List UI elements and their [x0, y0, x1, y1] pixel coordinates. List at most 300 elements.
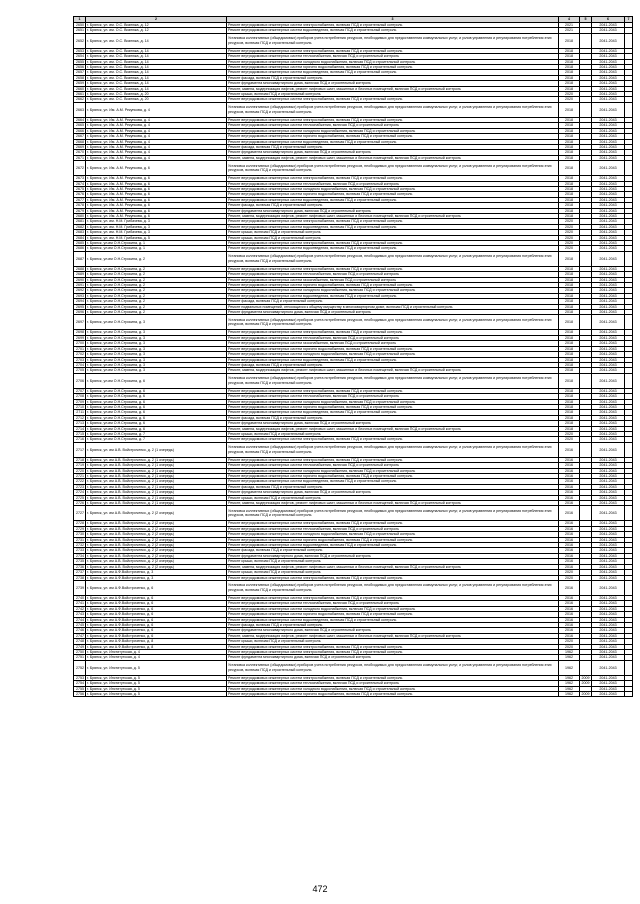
row-number-cell: 2753	[74, 675, 86, 680]
row-number-cell: 2691	[74, 283, 86, 288]
build-year-cell: 2016	[559, 622, 580, 627]
row-number-cell: 2679	[74, 208, 86, 213]
row-number-cell: 2672	[74, 161, 86, 176]
address-cell: г. Брянск, ул. им А.В. Войстроченко, д. 2 (2 очередь)	[86, 526, 227, 531]
build-year-cell: 2018	[559, 415, 580, 420]
build-year-cell: 2018	[559, 421, 580, 426]
row-number-cell: 2664	[74, 117, 86, 122]
work-type-cell: Ремонт внутридомовых инженерных систем теплоснабжения, включая ПСД и строительный контроль	[227, 335, 559, 340]
row-number-cell: 2652	[74, 33, 86, 48]
row-number-cell: 2658	[74, 75, 86, 80]
header-cell: 2	[86, 17, 227, 23]
program-table	[73, 16, 633, 697]
planned-period-cell: 2041-2043	[592, 203, 625, 208]
row-number-cell: 2729	[74, 526, 86, 531]
planned-period-cell: 2041-2043	[592, 161, 625, 176]
address-cell: г. Брянск, ул. Институтская, д. 4	[86, 655, 227, 660]
planned-period-cell: 2041-2043	[592, 192, 625, 197]
build-year-cell: 2018	[559, 288, 580, 293]
work-type-cell: Ремонт крыши, включая ПСД и строительный контроль	[227, 570, 559, 575]
note-cell	[625, 692, 633, 697]
address-cell: г. Брянск, ул. Институтская, д. 5	[86, 681, 227, 686]
last-repair-cell: 2009	[581, 675, 590, 680]
work-type-cell: Ремонт, замена, модернизация лифтов, ремонт лифтовых шахт, машинных и блочных помещений, включая ПСД и строительный контроль	[227, 633, 559, 638]
row-number-cell: 2739	[74, 580, 86, 595]
address-cell: г. Брянск, ул. Им. А.М. Рекункова, д. 4	[86, 128, 227, 133]
build-year-cell: 2021	[559, 28, 580, 33]
address-cell: г. Брянск, ул. Им. А.М. Рекункова, д. 4	[86, 102, 227, 117]
address-cell: г. Брянск, ул. им А.Ф.Войстроченко, д. 6	[86, 622, 227, 627]
row-number-cell: 2685	[74, 241, 86, 246]
row-number-cell: 2651	[74, 28, 86, 33]
address-cell: г. Брянск, ул. Институтская, д. 5	[86, 675, 227, 680]
build-year-cell: 2018	[559, 330, 580, 335]
address-cell: г. Брянск, ул. Им. А.М. Рекункова, д. 6	[86, 181, 227, 186]
work-type-cell: Ремонт внутридомовых инженерных систем электроснабжения, включая ПСД и строительный контроль	[227, 521, 559, 526]
build-year-cell: 2018	[559, 123, 580, 128]
planned-period-cell: 2041-2043	[592, 23, 625, 28]
row-number-cell: 2708	[74, 394, 86, 399]
address-cell: г. Брянск, ул. им. О.С. Визнюка, д. 14	[86, 33, 227, 48]
build-year-cell: 2018	[559, 65, 580, 70]
address-cell: г. Брянск, ул. им. О.С. Визнюка, д. 14	[86, 81, 227, 86]
note-cell	[625, 506, 633, 521]
build-year-cell: 2018	[559, 277, 580, 282]
planned-period-cell: 2041-2043	[592, 155, 625, 160]
planned-period-cell: 2041-2043	[592, 617, 625, 622]
table-row	[74, 660, 633, 675]
work-type-cell: Ремонт крыши, включая ПСД и строительный контроль	[227, 92, 559, 97]
planned-period-cell: 2041-2043	[592, 490, 625, 495]
work-type-cell: Ремонт крыши, включая ПСД и строительный контроль	[227, 235, 559, 240]
planned-period-cell: 2041-2043	[592, 622, 625, 627]
address-cell: г. Брянск, ул. им А.В. Войстроченко, д. 2 (2 очередь)	[86, 532, 227, 537]
planned-period-cell: 2041-2043	[592, 431, 625, 436]
planned-period-cell: 2041-2043	[592, 399, 625, 404]
build-year-cell: 2016	[559, 606, 580, 611]
planned-period-cell: 2041-2043	[592, 394, 625, 399]
work-type-cell: Ремонт внутридомовых инженерных систем электроснабжения, включая ПСД и строительный контроль	[227, 457, 559, 462]
work-type-cell: Ремонт внутридомовых инженерных систем холодного водоснабжения, включая ПСД и строительный контроль	[227, 686, 559, 691]
address-cell: г. Брянск, ул.им О.Н.Строкина, д. 2	[86, 272, 227, 277]
build-year-cell: 2018	[559, 86, 580, 91]
last-repair-cell	[580, 102, 592, 117]
address-cell: г. Брянск, ул. им. О.С. Визнюка, д. 14	[86, 54, 227, 59]
address-cell: г. Брянск, ул. им А.Ф.Войстроченко, д. 8	[86, 639, 227, 644]
address-cell: г. Брянск, ул. им А.Ф.Войстроченко, д. 6	[86, 612, 227, 617]
work-type-cell: Ремонт фундамента многоквартирного дома, включая ПСД и строительный контроль	[227, 655, 559, 660]
address-cell: г. Брянск, ул. Им. А.М. Рекункова, д. 6	[86, 213, 227, 218]
planned-period-cell: 2041-2043	[592, 639, 625, 644]
note-cell	[625, 442, 633, 457]
build-year-cell: 2016	[559, 601, 580, 606]
work-type-cell: Ремонт внутридомовых инженерных систем газоснабжения, включая ПСД и строительный контроль	[227, 341, 559, 346]
table-row	[74, 506, 633, 521]
planned-period-cell: 2041-2043	[592, 495, 625, 500]
build-year-cell: 2020	[559, 644, 580, 649]
row-number-cell: 2705	[74, 368, 86, 373]
row-number-cell: 2738	[74, 575, 86, 580]
build-year-cell: 1962	[559, 655, 580, 660]
row-number-cell: 2660	[74, 86, 86, 91]
work-type-cell: Ремонт фундамента многоквартирного дома, включая ПСД и строительный контроль	[227, 208, 559, 213]
row-number-cell: 2725	[74, 495, 86, 500]
build-year-cell: 2020	[559, 639, 580, 644]
build-year-cell: 2018	[559, 410, 580, 415]
planned-period-cell: 2041-2043	[592, 134, 625, 139]
planned-period-cell: 2041-2043	[592, 304, 625, 309]
build-year-cell: 2020	[559, 219, 580, 224]
address-cell: г. Брянск, ул. им А.В. Войстроченко, д. 2 (1 очередь)	[86, 495, 227, 500]
planned-period-cell: 2041-2043	[592, 335, 625, 340]
address-cell: г. Брянск, ул.им О.Н.Строкина, д. 2	[86, 251, 227, 266]
address-cell: г. Брянск, ул. Им. А.М. Рекункова, д. 4	[86, 144, 227, 149]
address-cell: г. Брянск, ул.им О.Н.Строкина, д. 6	[86, 394, 227, 399]
build-year-cell: 2018	[559, 128, 580, 133]
work-type-cell: Ремонт крыши, включая ПСД и строительный контроль	[227, 559, 559, 564]
row-number-cell: 2683	[74, 230, 86, 235]
table-row	[74, 580, 633, 595]
header-cell: 6	[592, 17, 625, 23]
planned-period-cell: 2041-2043	[592, 543, 625, 548]
planned-period-cell: 2041-2043	[592, 484, 625, 489]
address-cell: г. Брянск, ул. им А.Ф.Войстроченко, д. 6	[86, 580, 227, 595]
planned-period-cell: 2041-2043	[592, 213, 625, 218]
build-year-cell: 2016	[559, 484, 580, 489]
planned-period-cell: 2041-2043	[592, 570, 625, 575]
work-type-cell: Установка коллективных (общедомовых) приборов учета потребления ресурсов, необходимых для предоставления коммунальных услуг, и узлов управления и регулирования потребления этих ресурсов, включая ПСД и строительный контроль	[227, 660, 559, 675]
planned-period-cell: 2041-2043	[592, 54, 625, 59]
build-year-cell: 2018	[559, 186, 580, 191]
address-cell: г. Брянск, ул.им О.Н.Строкина, д. 1	[86, 241, 227, 246]
row-number-cell: 2719	[74, 463, 86, 468]
row-number-cell: 2750	[74, 649, 86, 654]
address-cell: г. Брянск, ул. им. Н.М. Грибачева, д. 3	[86, 230, 227, 235]
build-year-cell: 2018	[559, 161, 580, 176]
row-number-cell: 2749	[74, 644, 86, 649]
row-number-cell: 2677	[74, 197, 86, 202]
table-row	[74, 251, 633, 266]
address-cell: г. Брянск, ул. Им. А.М. Рекункова, д. 4	[86, 139, 227, 144]
work-type-cell: Ремонт внутридомовых инженерных систем электроснабжения, включая ПСД и строительный контроль	[227, 575, 559, 580]
address-cell: г. Брянск, ул. им А.В. Войстроченко, д. 2 (2 очередь)	[86, 537, 227, 542]
build-year-cell: 2016	[559, 526, 580, 531]
row-number-cell: 2671	[74, 155, 86, 160]
build-year-cell: 2018	[559, 150, 580, 155]
build-year-cell: 2016	[559, 595, 580, 600]
address-cell: г. Брянск, ул. им А.В. Войстроченко, д. 2 (1 очередь)	[86, 442, 227, 457]
address-cell: г. Брянск, ул. Институтская, д. 5	[86, 686, 227, 691]
row-number-cell: 2741	[74, 601, 86, 606]
row-number-cell: 2698	[74, 330, 86, 335]
address-cell: г. Брянск, ул. им А.Ф.Войстроченко, д. 6	[86, 617, 227, 622]
address-cell: г. Брянск, ул.им О.Н.Строкина, д. 3	[86, 362, 227, 367]
work-type-cell: Ремонт фундамента многоквартирного дома, включая ПСД и строительный контроль	[227, 553, 559, 558]
planned-period-cell: 2041-2043	[592, 341, 625, 346]
work-type-cell: Установка коллективных (общедомовых) приборов учета потребления ресурсов, необходимых для предоставления коммунальных услуг, и узлов управления и регулирования потребления этих ресурсов, включая ПСД и строительный контроль	[227, 442, 559, 457]
planned-period-cell: 2041-2043	[592, 293, 625, 298]
work-type-cell: Ремонт внутридомовых инженерных систем холодного водоснабжения, включая ПСД и строительный контроль	[227, 128, 559, 133]
work-type-cell: Ремонт внутридомовых инженерных систем водоотведения, включая ПСД и строительный контроль	[227, 139, 559, 144]
build-year-cell: 2018	[559, 144, 580, 149]
build-year-cell: 1962	[559, 649, 580, 654]
planned-period-cell: 2041-2043	[592, 373, 625, 388]
build-year-cell: 2018	[559, 181, 580, 186]
work-type-cell: Установка коллективных (общедомовых) приборов учета потребления ресурсов, необходимых для предоставления коммунальных услуг, и узлов управления и регулирования потребления этих ресурсов, включая ПСД и строительный контроль	[227, 315, 559, 330]
address-cell: г. Брянск, ул. им А.В. Войстроченко, д. 2 (1 очередь)	[86, 484, 227, 489]
planned-period-cell: 2041-2043	[592, 532, 625, 537]
planned-period-cell: 2041-2043	[592, 144, 625, 149]
work-type-cell: Ремонт внутридомовых инженерных систем горячего водоснабжения, включая ПСД и строительный контроль	[227, 134, 559, 139]
row-number-cell: 2756	[74, 692, 86, 697]
work-type-cell: Ремонт внутридомовых инженерных систем теплоснабжения, включая ПСД и строительный контроль	[227, 272, 559, 277]
planned-period-cell: 2041-2043	[592, 139, 625, 144]
address-cell: г. Брянск, ул.им О.Н.Строкина, д. 3	[86, 330, 227, 335]
planned-period-cell: 2041-2043	[592, 501, 625, 506]
address-cell: г. Брянск, ул. им А.В. Войстроченко, д. 2 (1 очередь)	[86, 474, 227, 479]
address-cell: г. Брянск, ул. им А.Ф.Войстроченко, д. 6	[86, 601, 227, 606]
planned-period-cell: 2041-2043	[592, 283, 625, 288]
planned-period-cell: 2041-2043	[592, 230, 625, 235]
build-year-cell: 2018	[559, 368, 580, 373]
row-number-cell: 2710	[74, 404, 86, 409]
work-type-cell: Установка коллективных (общедомовых) приборов учета потребления ресурсов, необходимых для предоставления коммунальных услуг, и узлов управления и регулирования потребления этих ресурсов, включая ПСД и строительный контроль	[227, 580, 559, 595]
build-year-cell: 2016	[559, 633, 580, 638]
address-cell: г. Брянск, ул. им А.В. Войстроченко, д. 2 (2 очередь)	[86, 564, 227, 569]
work-type-cell: Установка коллективных (общедомовых) приборов учета потребления ресурсов, необходимых для предоставления коммунальных услуг, и узлов управления и регулирования потребления этих ресурсов, включая ПСД и строительный контроль	[227, 33, 559, 48]
work-type-cell: Ремонт фундамента многоквартирного дома, включая ПСД и строительный контроль	[227, 81, 559, 86]
address-cell: г. Брянск, ул. им А.В. Войстроченко, д. 2 (2 очередь)	[86, 559, 227, 564]
planned-period-cell: 2041-2043	[592, 330, 625, 335]
build-year-cell: 2018	[559, 394, 580, 399]
planned-period-cell: 2041-2043	[592, 457, 625, 462]
planned-period-cell: 2041-2043	[592, 92, 625, 97]
address-cell: г. Брянск, ул.им О.Н.Строкина, д. 6	[86, 410, 227, 415]
work-type-cell: Ремонт внутридомовых инженерных систем электроснабжения, включая ПСД и строительный контроль	[227, 117, 559, 122]
planned-period-cell: 2041-2043	[592, 612, 625, 617]
planned-period-cell: 2041-2043	[592, 606, 625, 611]
build-year-cell: 2018	[559, 352, 580, 357]
address-cell: г. Брянск, ул. им А.В. Войстроченко, д. 2 (2 очередь)	[86, 521, 227, 526]
work-type-cell: Ремонт фасада, включая ПСД и строительный контроль	[227, 415, 559, 420]
row-number-cell: 2724	[74, 490, 86, 495]
work-type-cell: Ремонт внутридомовых инженерных систем водоотведения, включая ПСД и строительный контроль	[227, 357, 559, 362]
planned-period-cell: 2041-2043	[592, 575, 625, 580]
planned-period-cell: 2041-2043	[592, 655, 625, 660]
work-type-cell: Ремонт внутридомовых инженерных систем теплоснабжения, включая ПСД и строительный контроль	[227, 463, 559, 468]
work-type-cell: Ремонт внутридомовых инженерных систем электроснабжения, включая ПСД и строительный контроль	[227, 48, 559, 53]
row-number-cell: 2696	[74, 310, 86, 315]
last-repair-cell: 2009	[581, 681, 590, 686]
work-type-cell: Ремонт внутридомовых инженерных систем холодного водоснабжения, включая ПСД и строительный контроль	[227, 468, 559, 473]
row-number-cell: 2737	[74, 570, 86, 575]
build-year-cell: 2018	[559, 134, 580, 139]
row-number-cell: 2731	[74, 537, 86, 542]
address-cell: г. Брянск, ул. Им. А.М. Рекункова, д. 6	[86, 192, 227, 197]
build-year-cell: 2018	[559, 203, 580, 208]
table-row	[74, 315, 633, 330]
table-body	[74, 23, 633, 697]
row-number-cell: 2711	[74, 410, 86, 415]
work-type-cell: Ремонт фасада, включая ПСД и строительный контроль	[227, 548, 559, 553]
planned-period-cell: 2041-2043	[592, 421, 625, 426]
work-type-cell: Ремонт внутридомовых инженерных систем электроснабжения, включая ПСД и строительный контроль	[227, 23, 559, 28]
planned-period-cell: 2041-2043	[592, 357, 625, 362]
planned-period-cell: 2041-2043	[592, 686, 625, 691]
build-year-cell: 2016	[559, 495, 580, 500]
row-number-cell: 2689	[74, 272, 86, 277]
build-year-cell: 2020	[559, 437, 580, 442]
address-cell: г. Брянск, ул.им О.Н.Строкина, д. 3	[86, 335, 227, 340]
row-number-cell: 2686	[74, 246, 86, 251]
planned-period-cell: 2041-2043	[592, 580, 625, 595]
work-type-cell: Ремонт внутридомовых инженерных систем теплоснабжения, включая ПСД и строительный контроль	[227, 54, 559, 59]
planned-period-cell: 2041-2043	[592, 246, 625, 251]
row-number-cell: 2732	[74, 543, 86, 548]
row-number-cell: 2659	[74, 81, 86, 86]
build-year-cell: 2018	[559, 304, 580, 309]
work-type-cell: Ремонт внутридомовых инженерных систем электроснабжения, включая ПСД и строительный контроль	[227, 437, 559, 442]
planned-period-cell: 2041-2043	[592, 506, 625, 521]
address-cell: г. Брянск, ул.им О.Н.Строкина, д. 3	[86, 315, 227, 330]
build-year-cell: 2018	[559, 75, 580, 80]
build-year-cell: 2018	[559, 197, 580, 202]
row-number-cell: 2722	[74, 479, 86, 484]
build-year-cell: 2018	[559, 335, 580, 340]
row-number-cell: 2663	[74, 102, 86, 117]
planned-period-cell: 2041-2043	[592, 251, 625, 266]
work-type-cell: Ремонт внутридомовых инженерных систем горячего водоснабжения, включая ПСД и строительный контроль	[227, 474, 559, 479]
planned-period-cell: 2041-2043	[592, 660, 625, 675]
build-year-cell: 2020	[559, 431, 580, 436]
table-row	[74, 442, 633, 457]
build-year-cell: 2018	[559, 70, 580, 75]
build-year-cell: 2018	[559, 192, 580, 197]
planned-period-cell: 2041-2043	[592, 86, 625, 91]
row-number-cell: 2668	[74, 139, 86, 144]
work-type-cell: Ремонт внутридомовых инженерных систем холодного водоснабжения, включая ПСД и строительный контроль	[227, 352, 559, 357]
build-year-cell: 2016	[559, 628, 580, 633]
note-cell	[625, 102, 633, 117]
work-type-cell: Ремонт, замена, модернизация лифтов, ремонт лифтовых шахт, машинных и блочных помещений, включая ПСД и строительный контроль	[227, 426, 559, 431]
work-type-cell: Ремонт, замена, модернизация лифтов, ремонт лифтовых шахт, машинных и блочных помещений, включая ПСД и строительный контроль	[227, 86, 559, 91]
row-number-cell: 2718	[74, 457, 86, 462]
address-cell: г. Брянск, ул. Им. А.М. Рекункова, д. 4	[86, 123, 227, 128]
row-number-cell: 2682	[74, 224, 86, 229]
address-cell: г. Брянск, ул. им А.Ф.Войстроченко, д. 8	[86, 644, 227, 649]
build-year-cell: 2018	[559, 155, 580, 160]
build-year-cell: 2016	[559, 559, 580, 564]
planned-period-cell: 2041-2043	[592, 595, 625, 600]
build-year-cell: 2016	[559, 506, 580, 521]
planned-period-cell: 2041-2043	[592, 415, 625, 420]
row-number-cell: 2730	[74, 532, 86, 537]
address-cell: г. Брянск, ул.им О.Н.Строкина, д. 3	[86, 357, 227, 362]
address-cell: г. Брянск, ул. им А.В. Войстроченко, д. 2 (1 очередь)	[86, 468, 227, 473]
row-number-cell: 2699	[74, 335, 86, 340]
address-cell: г. Брянск, ул. им А.В. Войстроченко, д. 2 (1 очередь)	[86, 479, 227, 484]
row-number-cell: 2654	[74, 54, 86, 59]
row-number-cell: 2688	[74, 266, 86, 271]
build-year-cell: 2020	[559, 241, 580, 246]
planned-period-cell: 2041-2043	[592, 48, 625, 53]
build-year-cell: 2018	[559, 404, 580, 409]
address-cell: г. Брянск, ул. им. О.С. Визнюка, д. 12	[86, 28, 227, 33]
address-cell: г. Брянск, ул. Им. А.М. Рекункова, д. 4	[86, 155, 227, 160]
planned-period-cell: 2041-2043	[592, 208, 625, 213]
work-type-cell: Ремонт внутридомовых инженерных систем холодного водоснабжения, включая ПСД и строительный контроль	[227, 186, 559, 191]
row-number-cell: 2726	[74, 501, 86, 506]
table-row	[74, 161, 633, 176]
work-type-cell: Ремонт внутридомовых инженерных систем водоотведения, включая ПСД и строительный контроль	[227, 28, 559, 33]
address-cell: г. Брянск, ул.им О.Н.Строкина, д. 3	[86, 346, 227, 351]
row-number-cell: 2709	[74, 399, 86, 404]
planned-period-cell: 2041-2043	[592, 277, 625, 282]
address-cell: г. Брянск, ул.им О.Н.Строкина, д. 6	[86, 415, 227, 420]
planned-period-cell: 2041-2043	[592, 33, 625, 48]
row-number-cell: 2684	[74, 235, 86, 240]
planned-period-cell: 2041-2043	[592, 181, 625, 186]
row-number-cell: 2751	[74, 655, 86, 660]
row-number-cell: 2717	[74, 442, 86, 457]
last-repair-cell	[580, 442, 592, 457]
work-type-cell: Ремонт крыши, включая ПСД и строительный контроль	[227, 639, 559, 644]
work-type-cell: Ремонт внутридомовых инженерных систем электроснабжения, включая ПСД и строительный контроль	[227, 219, 559, 224]
header-cell: 1	[74, 17, 86, 23]
row-number-cell: 2681	[74, 219, 86, 224]
build-year-cell: 2018	[559, 117, 580, 122]
planned-period-cell: 2041-2043	[592, 628, 625, 633]
row-number-cell: 2742	[74, 606, 86, 611]
address-cell: г. Брянск, ул.им О.Н.Строкина, д. 2	[86, 266, 227, 271]
row-number-cell: 2687	[74, 251, 86, 266]
build-year-cell: 2020	[559, 97, 580, 102]
work-type-cell: Ремонт внутридомовых инженерных систем электроснабжения, включая ПСД и строительный контроль	[227, 97, 559, 102]
note-cell	[625, 161, 633, 176]
build-year-cell: 2016	[559, 490, 580, 495]
header-cell: 5	[580, 17, 592, 23]
build-year-cell: 2016	[559, 564, 580, 569]
row-number-cell: 2657	[74, 70, 86, 75]
address-cell: г. Брянск, ул. им. О.С. Визнюка, д. 14	[86, 70, 227, 75]
note-cell	[625, 373, 633, 388]
build-year-cell: 2016	[559, 457, 580, 462]
planned-period-cell: 2041-2043	[592, 102, 625, 117]
planned-period-cell: 2041-2043	[592, 463, 625, 468]
work-type-cell: Ремонт внутридомовых инженерных систем электроснабжения, включая ПСД и строительный контроль	[227, 644, 559, 649]
build-year-cell: 2018	[559, 293, 580, 298]
row-number-cell: 2755	[74, 686, 86, 691]
program-table-sheet	[73, 16, 632, 697]
address-cell: г. Брянск, ул.им О.Н.Строкина, д. 2	[86, 304, 227, 309]
work-type-cell: Ремонт внутридомовых инженерных систем водоотведения, включая ПСД и строительный контроль	[227, 197, 559, 202]
work-type-cell: Ремонт внутридомовых инженерных систем холодного водоснабжения, включая ПСД и строительный контроль	[227, 399, 559, 404]
build-year-cell: 2018	[559, 81, 580, 86]
planned-period-cell: 2041-2043	[592, 526, 625, 531]
planned-period-cell: 2041-2043	[592, 479, 625, 484]
planned-period-cell: 2041-2043	[592, 288, 625, 293]
work-type-cell: Ремонт внутридомовых инженерных систем горячего водоснабжения, включая ПСД и строительный контроль	[227, 346, 559, 351]
address-cell: г. Брянск, ул. Им. А.М. Рекункова, д. 6	[86, 208, 227, 213]
address-cell: г. Брянск, ул. им А.В. Войстроченко, д. 2 (1 очередь)	[86, 457, 227, 462]
work-type-cell: Ремонт фасада, включая ПСД и строительный контроль	[227, 362, 559, 367]
planned-period-cell: 2041-2043	[592, 235, 625, 240]
row-number-cell: 2706	[74, 373, 86, 388]
address-cell: г. Брянск, ул.им О.Н.Строкина, д. 6	[86, 388, 227, 393]
planned-period-cell: 2041-2043	[592, 537, 625, 542]
row-number-cell: 2678	[74, 203, 86, 208]
build-year-cell: 2018	[559, 388, 580, 393]
